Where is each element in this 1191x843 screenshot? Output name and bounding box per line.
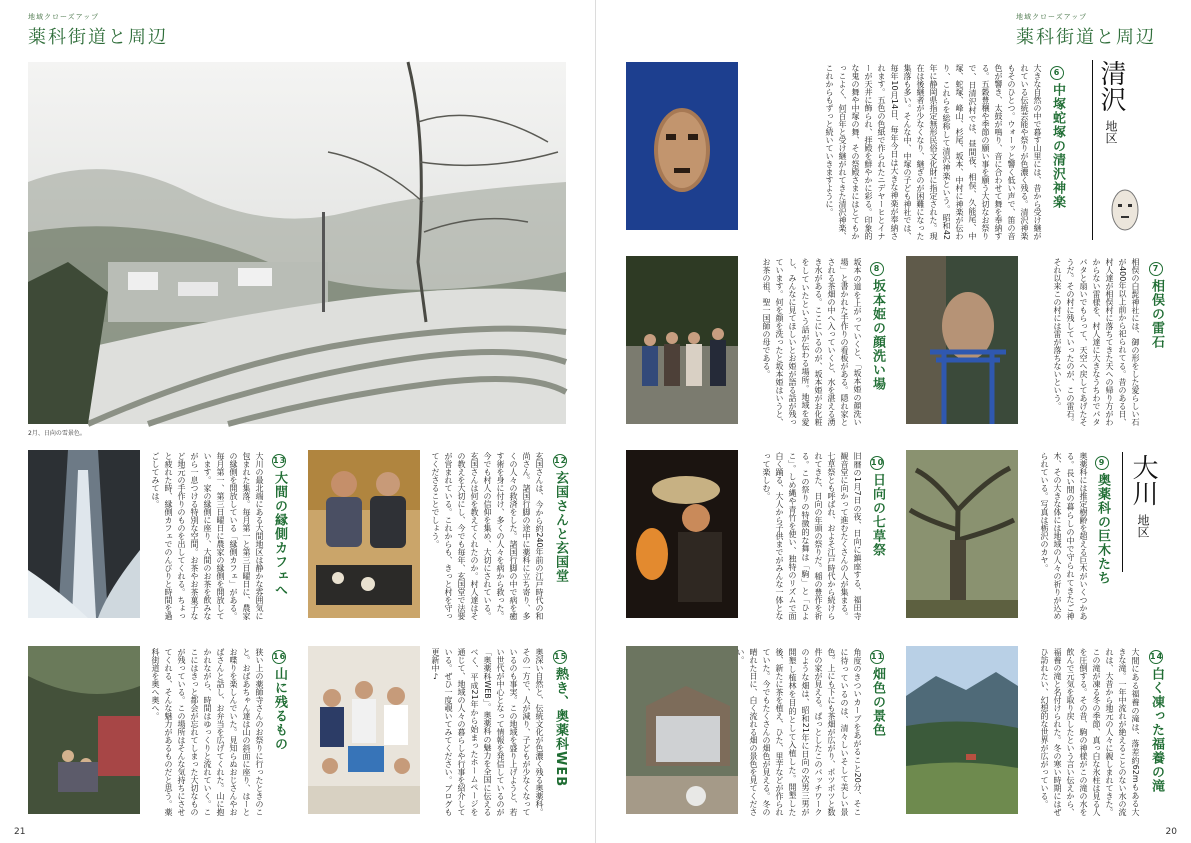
frozen-waterfall-photo	[28, 450, 140, 618]
header-subtitle: 地域クローズアップ	[1016, 13, 1088, 21]
section-10-body: 旧暦の1月7日の夜、日向に鎮座する、福田寺観音堂に向かって進むたくさんの人が集まる。七草祭とも呼ばれ、およそ江戸時代から続けられてきた、日向の年頭の祭りだ。稲の豊作を祈る。この祭りの特徴的な舞は「駒」と「ひよこ」。しめ縄や青竹を使い、独特のリズムで面白く踊る、大人から子供までがみんな一体となって楽しむ。	[762, 452, 862, 620]
district-kiyosawa-title	[1096, 60, 1126, 144]
main-photo-caption: 2月、日向の雪景色。	[28, 430, 86, 437]
section-11-heading: 14白く凍った福養の滝	[1149, 652, 1164, 793]
district-okawa-name: 大川	[1128, 454, 1158, 506]
district-kiyosawa-name: 清沢	[1096, 60, 1126, 112]
district-kiyosawa-divider	[1092, 60, 1093, 240]
giant-tree-photo	[906, 450, 1018, 618]
district-okawa-divider	[1122, 452, 1123, 572]
district-okawa-suffix: 地区	[1136, 514, 1150, 538]
section-15-body: 奥深い自然と、伝統文化が色濃く残る奥薬科。その一方で、人が減り、子どもが少なくなっているのも事実。この地域を盛り上げようと、若い世代が中心となって情報を発信しているのが「奥薬科WEB」。奥薬科の魅力を全国に伝えるべく、平成21年から始まったホームページを通じて、地域の人々の暮らしや行事を紹介している。ぜひ一度覗いてみてください。ブログも更新中♪	[431, 648, 544, 816]
section-12-body: 角度のきついカーブをあがること20分、そこに待っているのは、清々しいそして美しい景色。上にも下にも茶畑が広がり、ポツポツと数件の家が見える。ぱっとしたこのパッチワークのような畑は、昭和21年に日向の次男三男が開墾し植林を目的として入植した。開墾した後、新たに茶を植え、ひた、里芋などが作られていた。今でもたくさんの畑色が見える。冬の晴れた日に、白く流れる畑の景色を見てください。	[736, 648, 862, 816]
section-6-heading: 6中塚蛇塚の清沢神楽	[1050, 68, 1065, 209]
header-right	[1016, 12, 1156, 49]
section-16-heading: 16山に残るもの	[272, 652, 287, 751]
page-number-left: 21	[14, 827, 26, 837]
section-8-body: 坂本の道を上がっていくと、「坂本姫の顔洗い場」と書かれた手作りの看板がある。隠れ家とされる茶畑の中へ入っていくと、水を湛える湧き水がある。ここにいるのが、坂本姫がお化粧をしていたという話が伝わる場所。地域を愛し、みんなに見てほしいとお姫が語る話が残っています。何を顔を洗ったと坂本姫はいうと、お茶の祖、聖一国師の母である。	[762, 258, 862, 426]
section-15-heading: 15熱き、奥薬科WEB	[553, 652, 568, 788]
district-kiyosawa-suffix: 地区	[1104, 120, 1118, 144]
section-13-body: 玄国さんは、今から約240年前の江戸時代の和尚さん。諸国行脚の途中に薬科に立ち寄り、多くの人々の救済をした。諸国行脚の中で病を癒す術を身に付け、多くの人々を病から救った。今でも村人の信仰を集め、大切にされている。玄国さんは何を教えてくれたのか。村人達はその教えを大切にし、今でも毎年、玄国堂で法要が営まれている。これからも、きっと村を守ってくださることでしょう。	[431, 452, 544, 620]
section-6-body: 大きな自然の中で暮す山里には、昔から受け継がれている伝統芸能や祭りが色濃く残る。清沢神楽もそのひとつ。ウォーッと響く低い声で、笛の音色が響き、太鼓が鳴り、音に合わせて舞を奉納する。五穀豊穣や季節の願い事を願う大切なお祭りで、日清沢村では、昼間夜、相俣、久能尾、中塚、蛇塚、峰山、杉尾、坂本、中村に神楽が伝わり、これらを総称して清沢神楽という。昭和42年に静岡県指定無形民俗文化財に指定された。現在は後継者が少なくなり、継ぎのが困難になった集落も多い。そんな中、中塚の子ども神社では、毎年10月14日、毎年今日は大きな神楽が奉納されます。五色の色紙で作られたニデヤーヒとイナーが天井に飾られ、拝殿を鮮やかに彩る。印象的な鬼の舞や中塚の舞、その祭殿さまにはとてもかっこよく、何百年と受け継がれてきた清沢神楽、これからもずっと続いていきますように。	[825, 64, 1042, 240]
mask-icon	[1108, 186, 1142, 234]
header-left	[28, 12, 168, 49]
thunder-stone-photo	[906, 256, 1018, 424]
section-7-heading: 7相俣の雷石	[1149, 264, 1164, 349]
kagura-mask-photo	[626, 62, 738, 230]
mountain-festival-photo	[28, 646, 140, 814]
sakamoto-hime-photo	[626, 256, 738, 424]
section-10-heading: 10日向の七草祭	[870, 458, 885, 557]
header-title: 薬科街道と周辺	[1016, 27, 1156, 48]
right-page	[595, 0, 1191, 843]
section-11-body: 大間にある福養の滝は、落差約62mもある大きな滝。一年中流れが絶えることのない水の流れは、大昔から地元の人々に親しまれてきた。この滝が凍る冬の季節、真っ白な氷柱は見る人を圧倒する。その昔、駒の神様がこの滝の水を飲んで元気を取り戻したという言い伝えから、福養の滝と名付けられた。冬の寒い時期にはぜひ訪れたい、幻想的な世界が広がっている。	[1040, 648, 1140, 816]
page-number-right: 20	[1165, 827, 1177, 837]
engawa-cafe-photo	[308, 450, 420, 618]
section-13-heading: 12玄国さんと玄国堂	[553, 456, 568, 583]
section-12-heading: 11畑色の景色	[870, 652, 885, 737]
section-9-body: 奥薬科には推定樹齢を超える巨木がいくつかある。長い間の暮らしの中で守られてきたご神木、その大きな体には地域の人々の祈りが込められている。写真は栃沢のカヤ。	[1040, 452, 1088, 620]
section-9-heading: 9奥薬科の巨木たち	[1095, 458, 1110, 585]
tea-field-landscape-photo	[906, 646, 1018, 814]
section-16-body: 狭い上の薬師寺さんのお祭りに行ったときのこと。おばあちゃん達は山の斜面に座り、はーとお喋りを楽しんでいた。見知らぬおじさんやおばさんと話し、お弁当を広げてくれた。山に抱かれながら、時間はゆっくりと流れていく。ここにはきっと都会が忘れてしまった大切なものが残っている。この場所はそんな気持ちにさせてくれる、そんな魅力があるものだと思う。薬科街道を奥へ奥へ。	[151, 648, 264, 816]
section-7-body: 相俣の白髭神社には、御の形をした愛らしい石が400年以上前から祀られてる。昔のある日、村人達が相俣村に落ちてきた天への帰り方がわからない雷様を、村人達に大きなうちわでパタパタと扇いでもらって、天空へ戻してあげたそうだ。その村に残していったのが、この雷石。それ以来この村には雷が落ちないという。	[1053, 258, 1140, 426]
snowy-village-photo	[28, 62, 566, 424]
section-14-heading: 13大間の縁側カフェへ	[272, 456, 287, 597]
genkoku-hall-photo	[626, 646, 738, 814]
nanakusa-festival-photo	[626, 450, 738, 618]
district-okawa-title	[1128, 454, 1158, 538]
section-8-heading: 8坂本姫の顔洗い場	[870, 264, 885, 391]
web-team-photo	[308, 646, 420, 814]
header-title: 薬科街道と周辺	[28, 27, 168, 48]
header-subtitle: 地域クローズアップ	[28, 13, 100, 21]
section-14-body: 大川の最北端にある大間地区は静かな雰囲気に包まれた集落。毎月第一と第三日曜日に、農家の縁側を開放している「縁側カフェ」がある。毎月第一、第三日曜日に農家の縁側を開放しています。家の縁側に座り、大間のお茶を飲みながら一息つける特別な空間。お茶やお茶菓子など地元の手作りのものを出してくれる。ちょっと疲れた時、縁側カフェでのんびりと時間を過ごしてみては。	[151, 452, 264, 620]
